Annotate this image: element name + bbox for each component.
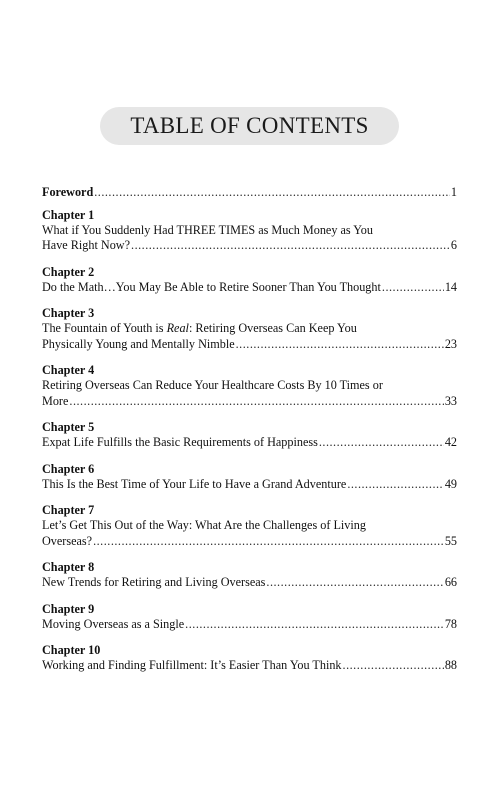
page-number: 14 (444, 279, 457, 294)
page-number: 42 (444, 435, 457, 449)
toc-entry-chapter-4[interactable] (42, 363, 457, 409)
page-number: 1 (450, 185, 457, 199)
chapter-title-line: Overseas? (42, 533, 93, 548)
page-title: TABLE OF CONTENTS (130, 113, 369, 138)
title-text: : Retiring Overseas Can Keep You (188, 321, 357, 335)
toc-entry-chapter-7[interactable] (42, 503, 457, 549)
title-text: The Fountain of Youth is (42, 321, 167, 335)
page-number: 88 (444, 658, 457, 672)
dot-leader (343, 658, 444, 674)
toc-entry-chapter-10[interactable] (42, 643, 457, 674)
toc-heading-pill (100, 107, 399, 145)
dot-leader (319, 435, 444, 451)
chapter-title-line: Have Right Now? (42, 238, 131, 252)
dot-leader (382, 280, 444, 296)
chapter-title-line: This Is the Best Time of Your Life to Have a Grand Adventure (42, 476, 347, 491)
dot-leader (347, 477, 444, 493)
chapter-label: Chapter 8 (42, 560, 95, 574)
chapter-title-line (42, 321, 457, 337)
page-number: 23 (444, 336, 457, 351)
dot-leader (69, 394, 443, 410)
table-of-contents (42, 185, 457, 674)
toc-entry-chapter-5[interactable] (42, 420, 457, 451)
toc-entry-chapter-2[interactable] (42, 265, 457, 296)
toc-entry-chapter-8[interactable] (42, 560, 457, 591)
chapter-title-line: Let’s Get This Out of the Way: What Are the Challenges of Living (42, 518, 366, 532)
page-number: 78 (444, 616, 457, 631)
chapter-label: Chapter 6 (42, 461, 95, 476)
toc-entry-chapter-1[interactable] (42, 208, 457, 254)
dot-leader (94, 185, 450, 201)
chapter-title-line: Expat Life Fulfills the Basic Requirements of Happiness (42, 435, 318, 449)
foreword-label: Foreword (42, 185, 94, 199)
chapter-title-line: Moving Overseas as a Single (42, 616, 185, 631)
chapter-title-line: More (42, 393, 69, 408)
dot-leader (185, 617, 444, 633)
chapter-title-line: Do the Math…You May Be Able to Retire Sooner Than You Thought (42, 279, 381, 294)
chapter-title-line: What if You Suddenly Had THREE TIMES as Much Money as You (42, 222, 373, 237)
chapter-label: Chapter 4 (42, 363, 95, 377)
chapter-title-line: Physically Young and Mentally Nimble (42, 336, 235, 351)
page-number: 55 (444, 533, 457, 548)
chapter-label: Chapter 3 (42, 306, 95, 320)
toc-entry-chapter-3[interactable] (42, 306, 457, 352)
page-number: 49 (444, 476, 457, 491)
chapter-label: Chapter 10 (42, 643, 101, 657)
toc-entry-chapter-6[interactable] (42, 462, 457, 493)
chapter-label: Chapter 5 (42, 420, 95, 434)
page-number: 33 (444, 393, 457, 408)
chapter-label: Chapter 9 (42, 601, 95, 616)
dot-leader (236, 337, 444, 353)
chapter-label: Chapter 7 (42, 503, 95, 517)
page-number: 66 (444, 575, 457, 589)
chapter-title-line: New Trends for Retiring and Living Overseas (42, 575, 266, 589)
toc-entry-chapter-9[interactable] (42, 602, 457, 633)
chapter-title-line: Working and Finding Fulfillment: It’s Easier Than You Think (42, 658, 342, 672)
toc-entry-foreword[interactable] (42, 185, 457, 201)
chapter-label: Chapter 1 (42, 207, 95, 222)
page-number: 6 (450, 238, 457, 252)
dot-leader (266, 575, 443, 591)
chapter-label: Chapter 2 (42, 264, 95, 279)
dot-leader (93, 534, 444, 550)
chapter-title-line: Retiring Overseas Can Reduce Your Healthcare Costs By 10 Times or (42, 378, 383, 392)
dot-leader (131, 238, 450, 254)
title-italic-text: Real (166, 321, 189, 335)
